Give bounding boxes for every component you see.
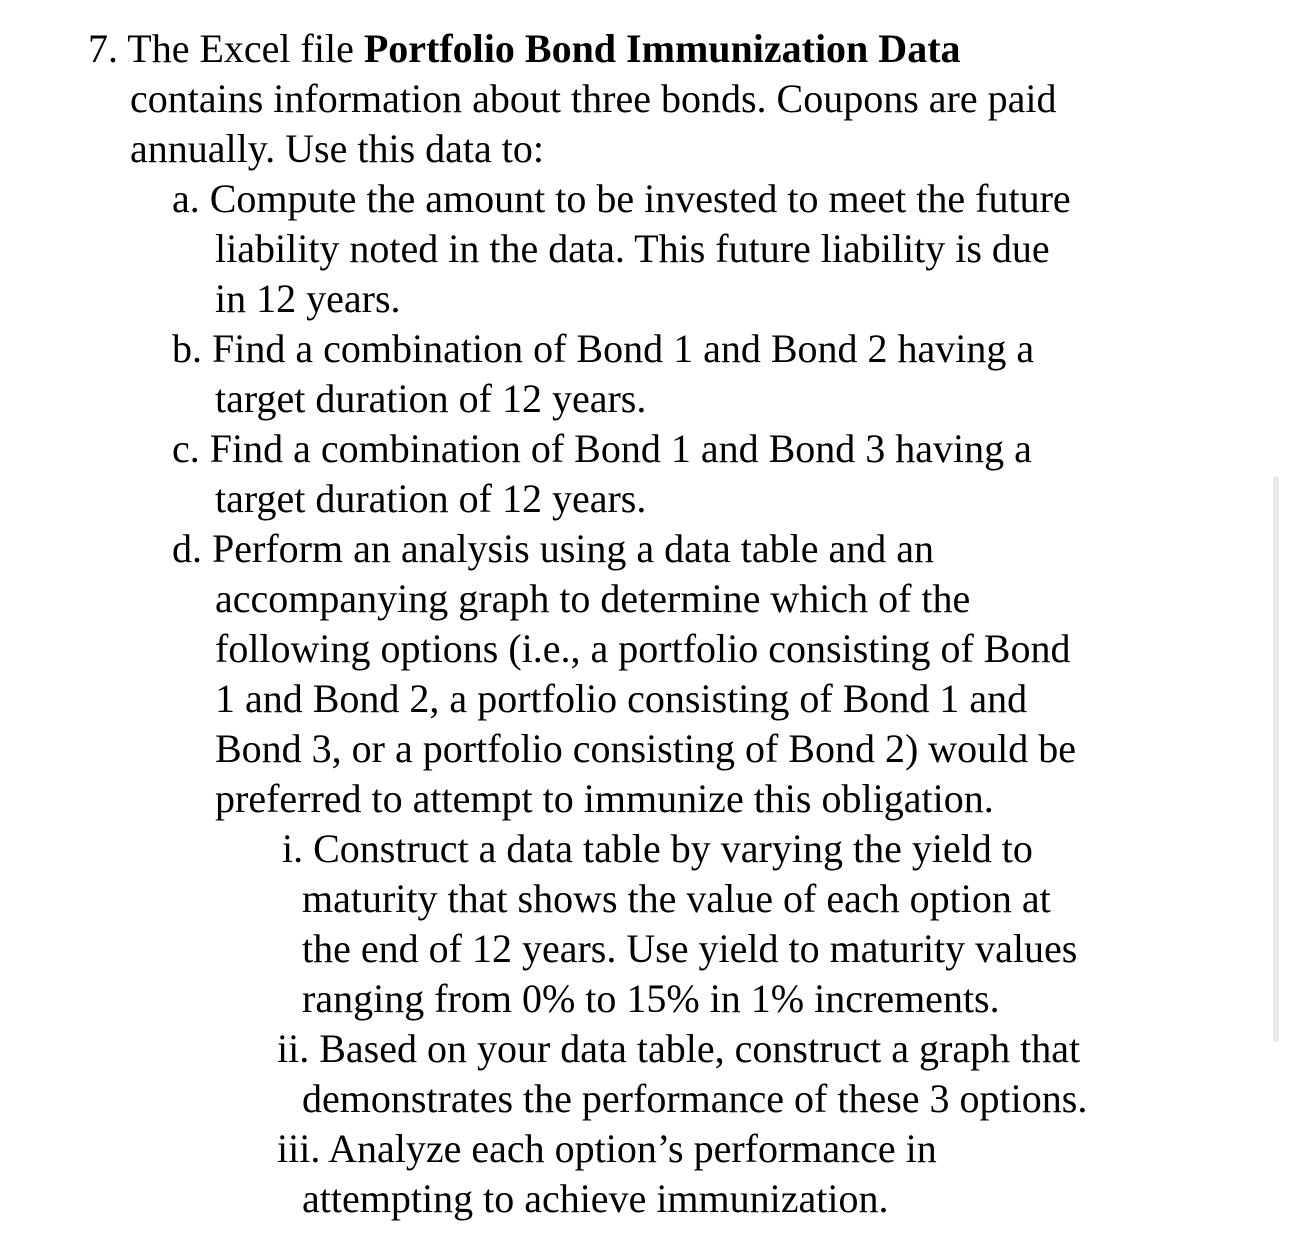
part-d-line-1: d. Perform an analysis using a data table and an [172, 526, 934, 571]
question-7-line-3: annually. Use this data to: [130, 126, 544, 171]
subpart-ii-line-1: ii. Based on your data table, construct a graph that [277, 1026, 1081, 1071]
question-7-line-2: contains information about three bonds. Coupons are paid [130, 76, 1057, 121]
subpart-iii-line-1: iii. Analyze each option’s performance in [277, 1126, 937, 1171]
subpart-i-line-4: ranging from 0% to 15% in 1% increments. [302, 976, 1000, 1021]
part-d-line-5: Bond 3, or a portfolio consisting of Bond 2) would be [215, 726, 1077, 771]
subpart-ii-line-2: demonstrates the performance of these 3 options. [302, 1076, 1088, 1121]
part-d-line-6: preferred to attempt to immunize this obligation. [215, 776, 994, 821]
question-number: 7. [88, 26, 118, 71]
part-d-line-2: accompanying graph to determine which of the [215, 576, 971, 621]
part-d-line-3: following options (i.e., a portfolio consisting of Bond [215, 626, 1071, 671]
part-b-line-2: target duration of 12 years. [215, 376, 647, 421]
subpart-iii-line-2: attempting to achieve immunization. [302, 1176, 889, 1221]
subpart-i-line-1: i. Construct a data table by varying the yield to [282, 826, 1033, 871]
vertical-scrollbar[interactable] [1273, 476, 1279, 1042]
part-c-line-1: c. Find a combination of Bond 1 and Bond 3 having a [172, 426, 1032, 471]
part-a-line-1: a. Compute the amount to be invested to meet the future [172, 176, 1071, 221]
part-c-line-2: target duration of 12 years. [215, 476, 647, 521]
part-b-line-1: b. Find a combination of Bond 1 and Bond 2 having a [172, 326, 1035, 371]
question-7-line-1 [88, 24, 961, 74]
part-d-line-4: 1 and Bond 2, a portfolio consisting of Bond 1 and [215, 676, 1028, 721]
subpart-i-line-2: maturity that shows the value of each option at [302, 876, 1051, 921]
subpart-i-line-3: the end of 12 years. Use yield to maturity values [302, 926, 1078, 971]
file-name: Portfolio Bond Immunization Data [363, 26, 961, 71]
part-a-line-3: in 12 years. [215, 276, 401, 321]
part-a-line-2: liability noted in the data. This future liability is due [215, 226, 1050, 271]
intro-prefix: The Excel file [127, 26, 354, 71]
